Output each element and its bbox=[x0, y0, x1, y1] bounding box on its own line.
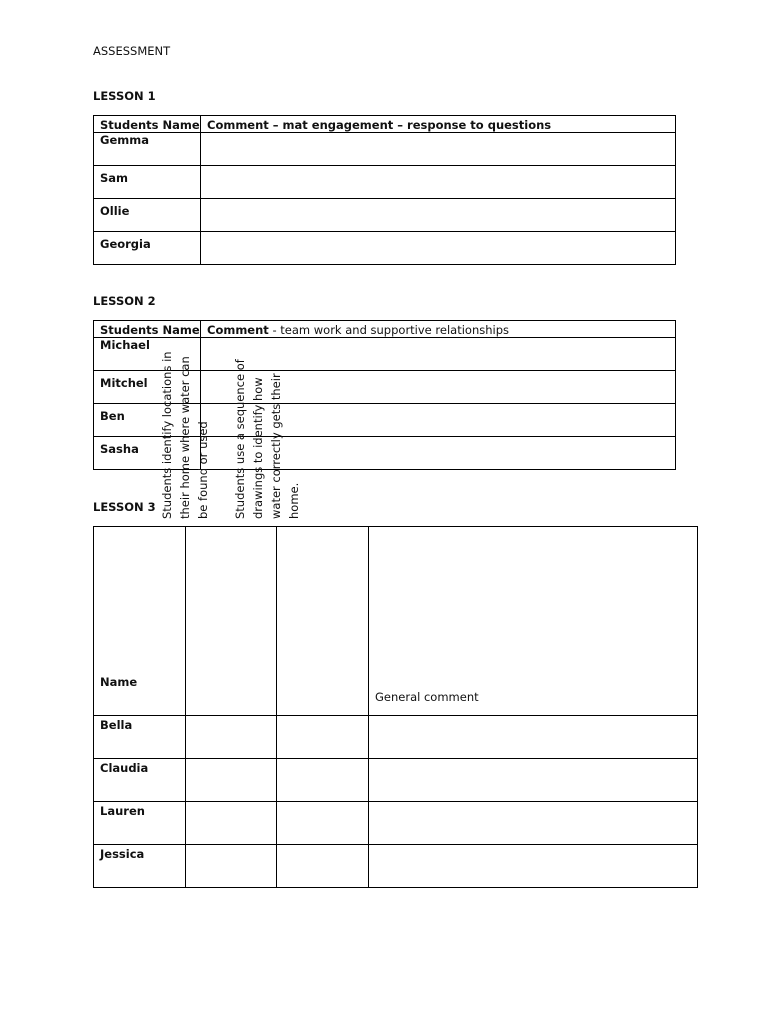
students-name-header: Students Name bbox=[100, 118, 200, 132]
table-header-row bbox=[94, 321, 676, 338]
comment-cell[interactable] bbox=[201, 199, 676, 232]
criteria1-header-text: Students identify locations in their home where water can be found or used bbox=[160, 351, 210, 519]
table-row bbox=[94, 845, 698, 888]
table-row bbox=[94, 166, 676, 199]
table-row bbox=[94, 133, 676, 166]
student-name: Michael bbox=[100, 338, 150, 352]
comment-header: Comment – mat engagement – response to questions bbox=[207, 118, 552, 132]
criteria2-cell[interactable] bbox=[277, 845, 369, 888]
document-title: ASSESSMENT bbox=[93, 44, 171, 58]
student-name: Gemma bbox=[100, 133, 149, 147]
students-name-header: Students Name bbox=[100, 323, 200, 337]
student-name: Ollie bbox=[100, 204, 130, 218]
comment-cell[interactable] bbox=[369, 845, 698, 888]
criteria1-cell[interactable] bbox=[186, 759, 277, 802]
student-name: Ben bbox=[100, 409, 125, 423]
comment-cell[interactable] bbox=[369, 759, 698, 802]
header-cell bbox=[201, 116, 676, 133]
comment-cell[interactable] bbox=[369, 802, 698, 845]
comment-cell[interactable] bbox=[201, 133, 676, 166]
table-row bbox=[94, 199, 676, 232]
student-name: Claudia bbox=[100, 761, 149, 775]
student-name: Lauren bbox=[100, 804, 145, 818]
student-name: Bella bbox=[100, 718, 133, 732]
comment-header-rest: - team work and supportive relationships bbox=[268, 323, 509, 337]
table-row bbox=[94, 759, 698, 802]
comment-cell[interactable] bbox=[369, 716, 698, 759]
criteria2-header-text: Students use a sequence of drawings to identify how water correctly gets their home. bbox=[233, 359, 301, 519]
criteria2-cell[interactable] bbox=[277, 716, 369, 759]
comment-cell[interactable] bbox=[201, 166, 676, 199]
comment-header bbox=[201, 321, 675, 337]
criteria2-cell[interactable] bbox=[277, 802, 369, 845]
comment-header-bold: Comment bbox=[207, 323, 269, 337]
student-name: Georgia bbox=[100, 237, 151, 251]
table-header-row bbox=[94, 116, 676, 133]
comment-cell[interactable] bbox=[201, 232, 676, 265]
criteria2-cell[interactable] bbox=[277, 759, 369, 802]
table-row bbox=[94, 232, 676, 265]
student-name: Mitchel bbox=[100, 376, 148, 390]
general-comment-header: General comment bbox=[375, 690, 479, 704]
criteria1-cell[interactable] bbox=[186, 802, 277, 845]
student-name: Jessica bbox=[100, 847, 145, 861]
header-cell bbox=[94, 116, 201, 133]
student-name: Sasha bbox=[100, 442, 139, 456]
criteria1-cell[interactable] bbox=[186, 845, 277, 888]
table-row bbox=[94, 716, 698, 759]
lesson1-table bbox=[93, 115, 676, 265]
lesson3-heading: LESSON 3 bbox=[93, 500, 156, 514]
lesson2-heading: LESSON 2 bbox=[93, 294, 156, 308]
table-header-row bbox=[94, 527, 698, 716]
criteria1-cell[interactable] bbox=[186, 716, 277, 759]
table-row bbox=[94, 802, 698, 845]
lesson1-heading: LESSON 1 bbox=[93, 89, 156, 103]
student-name: Sam bbox=[100, 171, 129, 185]
name-header: Name bbox=[100, 675, 138, 689]
